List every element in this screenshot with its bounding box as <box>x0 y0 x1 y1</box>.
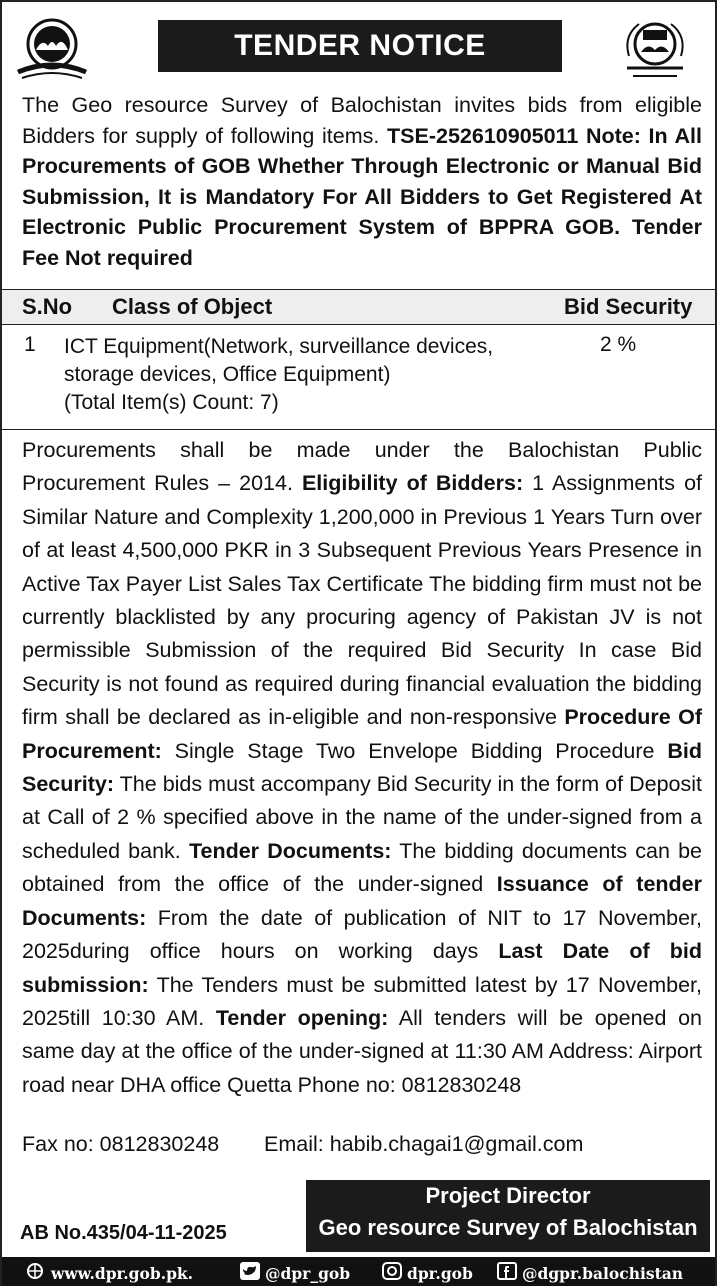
twitter-link[interactable] <box>240 1262 350 1284</box>
twitter-icon <box>240 1262 260 1284</box>
header-bid-security: Bid Security <box>564 294 693 319</box>
footer-bar <box>2 1257 715 1286</box>
facebook-icon <box>497 1262 517 1284</box>
advertisement-number: AB No.435/04-11-2025 <box>20 1222 227 1244</box>
body-text: Single Stage Two Envelope Bidding Procedure <box>161 738 668 763</box>
body-text: 1 Assignments of Similar Nature and Complexity 1,200,000 in Previous 1 Years Turn over of at least 4,500,000 PKR in 3 Subsequent Previous Years Presence in Active Tax Payer List Sales Tax Certificate The bidding firm must not be currently blacklisted by any procuring agency of Pakistan JV is not permissible Submission of the required Bid Security In case Bid Security is not found as required during financial evaluation the bidding firm shall be declared as in-eligible and non-responsive <box>22 471 703 730</box>
row-desc-line: ICT Equipment(Network, surveillance devices, <box>64 335 494 358</box>
body-text: From the date of publication of NIT to 17 November, 2025during office hours on working days <box>22 905 702 964</box>
facebook-link[interactable] <box>497 1262 683 1284</box>
tender-documents-heading: Tender Documents: <box>188 838 392 863</box>
table-row <box>2 325 715 430</box>
dpr-emblem-icon <box>615 16 695 86</box>
instagram-icon <box>382 1262 402 1284</box>
website-text: www.dpr.gob.pk. <box>51 1263 194 1283</box>
intro-text: The Geo resource Survey of Balochistan invites bids from eligible Bidders for supply of following items. <box>22 93 702 148</box>
terms-paragraph <box>22 434 702 1102</box>
twitter-handle: @dpr_gob <box>265 1263 351 1283</box>
row-sno: 1 <box>24 333 36 356</box>
header-sno: S.No <box>22 294 73 319</box>
body-text: The Tenders must be submitted latest by 17 November, 2025till 10:30 AM. <box>22 972 702 1030</box>
issuance-heading: Issuance of tender Documents: <box>22 872 702 930</box>
instagram-link[interactable] <box>382 1262 473 1284</box>
intro-bold-note: TSE-252610905011 Note: In All Procurements of GOB Whether Through Electronic or Manual Bid Submission, It is Mandatory For All Bidders to Get Registered At Electronic Public Procurement System of BPPRA GOB. Tender Fee Not required <box>22 123 702 270</box>
row-bid-security: 2 % <box>600 333 637 356</box>
signature-block <box>306 1180 710 1252</box>
intro-paragraph <box>22 90 702 273</box>
body-text: The bidding documents can be obtained from the office of the under-signed <box>22 838 702 897</box>
eligibility-heading: Eligibility of Bidders: <box>301 471 524 496</box>
instagram-handle: dpr.gob <box>407 1263 473 1283</box>
items-table <box>2 289 715 430</box>
body-text: All tenders will be opened on same day at the office of the under-signed at 11:30 AM Address: Airport road near DHA office Quetta Phone no: 0812830248 <box>22 1005 702 1097</box>
procedure-heading: Procedure Of Procurement: <box>22 705 703 763</box>
tender-opening-heading: Tender opening: <box>215 1005 389 1030</box>
row-desc-line: storage devices, Office Equipment) <box>64 363 391 386</box>
signatory-organization: Geo resource Survey of Balochistan <box>318 1215 698 1240</box>
body-text: The bids must accompany Bid Security in the form of Deposit at Call of 2 % specified above in the name of the under-signed from a scheduled bank. <box>22 772 702 863</box>
email-address[interactable]: Email: habib.chagai1@gmail.com <box>264 1132 584 1156</box>
website-link[interactable] <box>24 1262 193 1284</box>
table-header <box>2 289 715 325</box>
bid-security-heading: Bid Security: <box>22 738 702 797</box>
body-text: Procurements shall be made under the Balochistan Public Procurement Rules – 2014. <box>22 438 702 496</box>
last-date-heading: Last Date of bid submission: <box>22 939 702 997</box>
facebook-handle: @dgpr.balochistan <box>522 1263 684 1283</box>
fax-number: Fax no: 0812830248 <box>22 1132 220 1156</box>
balochistan-emblem-icon <box>12 16 92 86</box>
row-description <box>64 333 544 417</box>
signatory-title: Project Director <box>425 1183 591 1208</box>
page-title: TENDER NOTICE <box>158 20 562 72</box>
row-desc-line: (Total Item(s) Count: 7) <box>64 391 279 414</box>
header-class-of-object: Class of Object <box>112 294 273 319</box>
globe-icon <box>24 1262 46 1284</box>
